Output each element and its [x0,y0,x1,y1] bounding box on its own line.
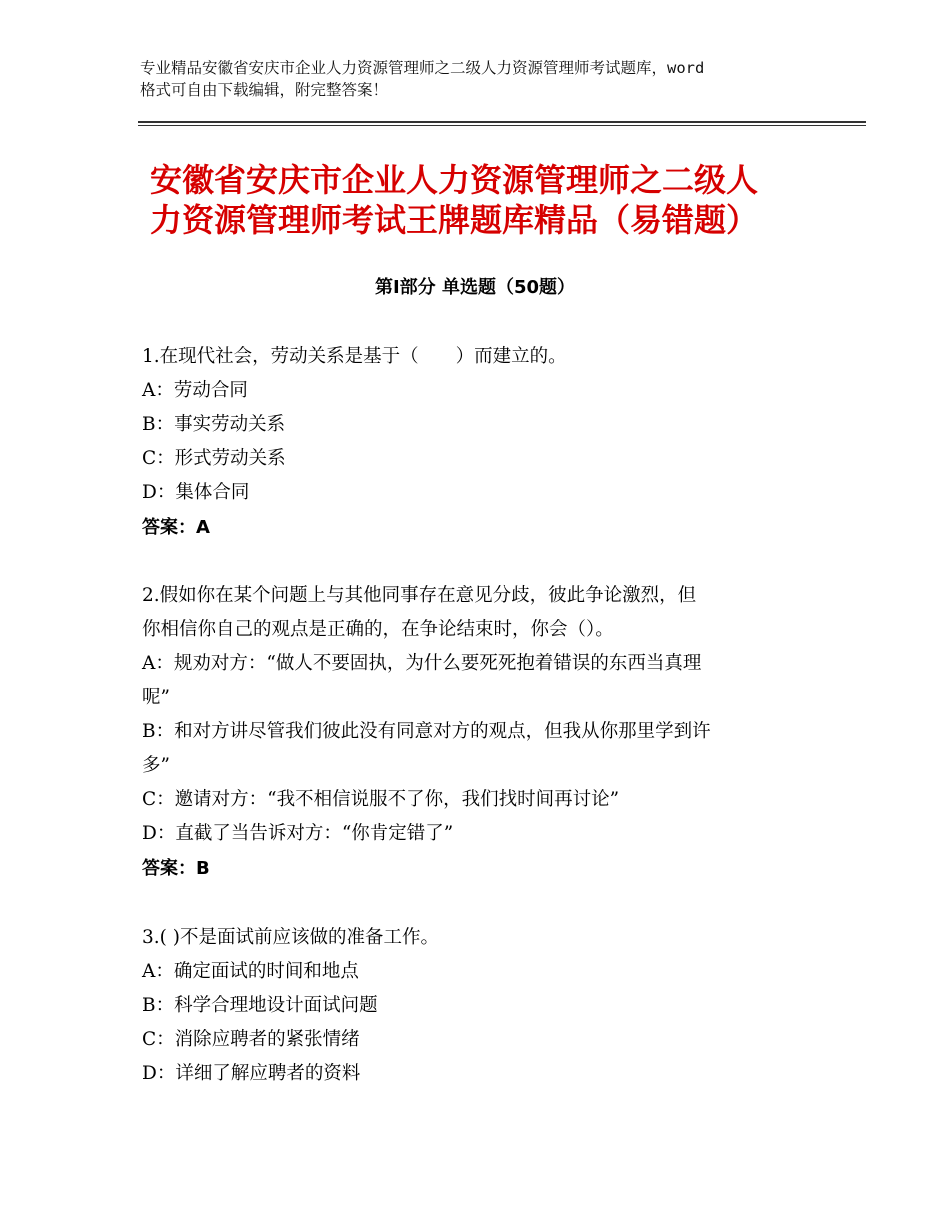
option-d: D：集体合同 [142,482,250,503]
option-a: A：确定面试的时间和地点 [142,961,359,982]
question-stem: 你相信你自己的观点是正确的，在争论结束时，你会（）。 [142,619,614,640]
header-note-line: 格式可自由下载编辑，附完整答案！ [140,81,389,99]
answer-label: 答案：A [142,517,210,538]
question-stem: 2.假如你在某个问题上与其他同事存在意见分歧，彼此争论激烈，但 [142,585,697,606]
option-b: B：科学合理地设计面试问题 [142,995,378,1016]
option-d: D：直截了当告诉对方：“你肯定错了” [142,823,454,844]
title-line: 力资源管理师考试王牌题库精品（易错题） [150,201,759,239]
question-stem: 1.在现代社会，劳动关系是基于（ ）而建立的。 [142,346,567,367]
option-a: A：劳动合同 [142,380,248,401]
answer-label: 答案：B [142,858,210,879]
option-a-continued: 呢” [142,687,170,708]
option-b-continued: 多” [142,755,170,776]
header-rule-thick [138,121,866,123]
title-line: 安徽省安庆市企业人力资源管理师之二级人 [150,161,759,199]
section-heading: 第Ⅰ部分 单选题（50题） [374,277,575,298]
option-c: C：消除应聘者的紧张情绪 [142,1029,360,1050]
document-title [150,160,830,240]
option-b: B：和对方讲尽管我们彼此没有同意对方的观点，但我从你那里学到许 [142,721,711,742]
header-note [140,57,830,101]
header-note-line: 专业精品安徽省安庆市企业人力资源管理师之二级人力资源管理师考试题库，word [140,59,705,77]
question-stem: 3.( )不是面试前应该做的准备工作。 [142,927,439,948]
option-d: D：详细了解应聘者的资料 [142,1063,361,1084]
option-a: A：规劝对方：“做人不要固执，为什么要死死抱着错误的东西当真理 [142,653,702,674]
option-b: B：事实劳动关系 [142,414,286,435]
option-c: C：邀请对方：“我不相信说服不了你，我们找时间再讨论” [142,789,620,810]
header-rule-thin [138,125,866,126]
option-c: C：形式劳动关系 [142,448,286,469]
